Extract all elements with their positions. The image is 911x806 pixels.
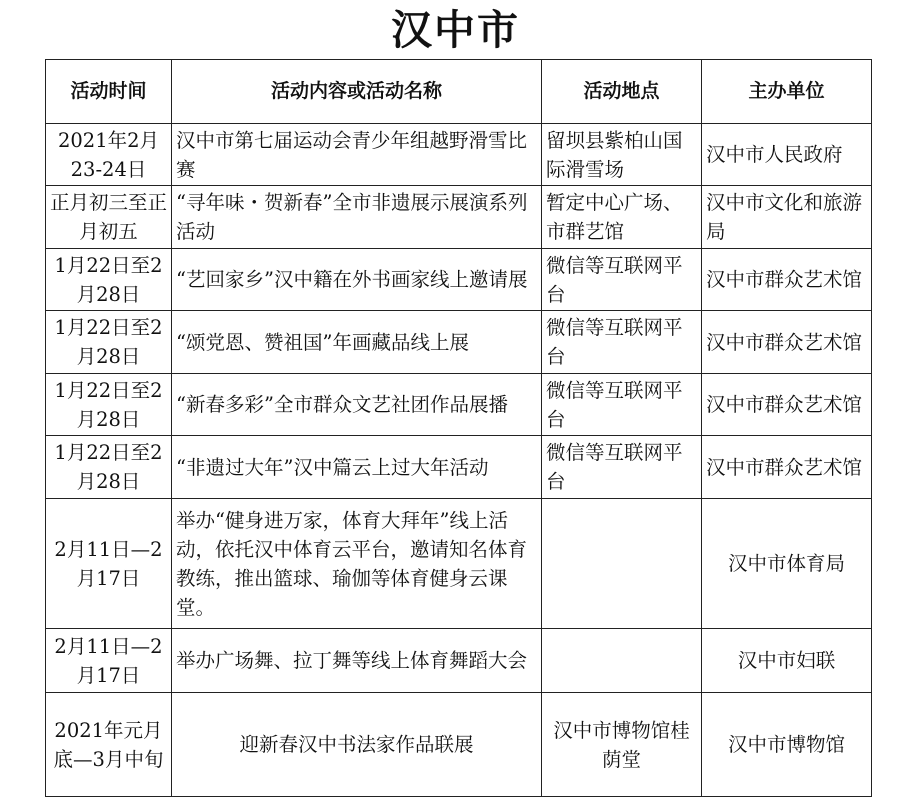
- header-place: 活动地点: [542, 60, 702, 124]
- table-row: [46, 693, 872, 797]
- table-row: [46, 249, 872, 311]
- cell-host: 汉中市群众艺术馆: [702, 311, 872, 374]
- cell-host: 汉中市体育局: [702, 499, 872, 629]
- cell-place: [542, 499, 702, 629]
- table-row: [46, 124, 872, 186]
- cell-content: 迎新春汉中书法家作品联展: [172, 693, 542, 797]
- cell-place: 汉中市博物馆桂荫堂: [542, 693, 702, 797]
- table-header-row: [46, 60, 872, 124]
- activity-table: [45, 59, 872, 797]
- cell-content: 汉中市第七届运动会青少年组越野滑雪比赛: [172, 124, 542, 186]
- cell-place: 微信等互联网平台: [542, 436, 702, 499]
- cell-time: 2月11日—2月17日: [46, 629, 172, 693]
- table-row: [46, 629, 872, 693]
- cell-place: [542, 629, 702, 693]
- table-row: [46, 186, 872, 249]
- cell-place: 微信等互联网平台: [542, 311, 702, 374]
- cell-time: 1月22日至2月28日: [46, 374, 172, 436]
- cell-place: 微信等互联网平台: [542, 249, 702, 311]
- table-row: [46, 374, 872, 436]
- header-content: 活动内容或活动名称: [172, 60, 542, 124]
- page-title: 汉中市: [391, 6, 520, 54]
- cell-content: “非遗过大年”汉中篇云上过大年活动: [172, 436, 542, 499]
- cell-content: “新春多彩”全市群众文艺社团作品展播: [172, 374, 542, 436]
- cell-time: 2月11日—2月17日: [46, 499, 172, 629]
- cell-host: 汉中市妇联: [702, 629, 872, 693]
- cell-content: 举办“健身进万家，体育大拜年”线上活动，依托汉中体育云平台，邀请知名体育教练，推出篮球、瑜伽等体育健身云课堂。: [172, 499, 542, 629]
- cell-place: 留坝县紫柏山国际滑雪场: [542, 124, 702, 186]
- cell-content: “颂党恩、赞祖国”年画藏品线上展: [172, 311, 542, 374]
- cell-host: 汉中市博物馆: [702, 693, 872, 797]
- cell-content: “艺回家乡”汉中籍在外书画家线上邀请展: [172, 249, 542, 311]
- cell-time: 正月初三至正月初五: [46, 186, 172, 249]
- cell-time: 1月22日至2月28日: [46, 436, 172, 499]
- cell-host: 汉中市文化和旅游局: [702, 186, 872, 249]
- header-time: 活动时间: [46, 60, 172, 124]
- cell-time: 1月22日至2月28日: [46, 311, 172, 374]
- table-row: [46, 436, 872, 499]
- cell-content: 举办广场舞、拉丁舞等线上体育舞蹈大会: [172, 629, 542, 693]
- cell-host: 汉中市群众艺术馆: [702, 249, 872, 311]
- cell-place: 暂定中心广场、市群艺馆: [542, 186, 702, 249]
- cell-time: 2021年2月23-24日: [46, 124, 172, 186]
- cell-time: 1月22日至2月28日: [46, 249, 172, 311]
- cell-time: 2021年元月底—3月中旬: [46, 693, 172, 797]
- cell-host: 汉中市群众艺术馆: [702, 436, 872, 499]
- cell-content: “寻年味・贺新春”全市非遗展示展演系列活动: [172, 186, 542, 249]
- cell-place: 微信等互联网平台: [542, 374, 702, 436]
- table-row: [46, 311, 872, 374]
- table-row: [46, 499, 872, 629]
- header-host: 主办单位: [702, 60, 872, 124]
- cell-host: 汉中市人民政府: [702, 124, 872, 186]
- cell-host: 汉中市群众艺术馆: [702, 374, 872, 436]
